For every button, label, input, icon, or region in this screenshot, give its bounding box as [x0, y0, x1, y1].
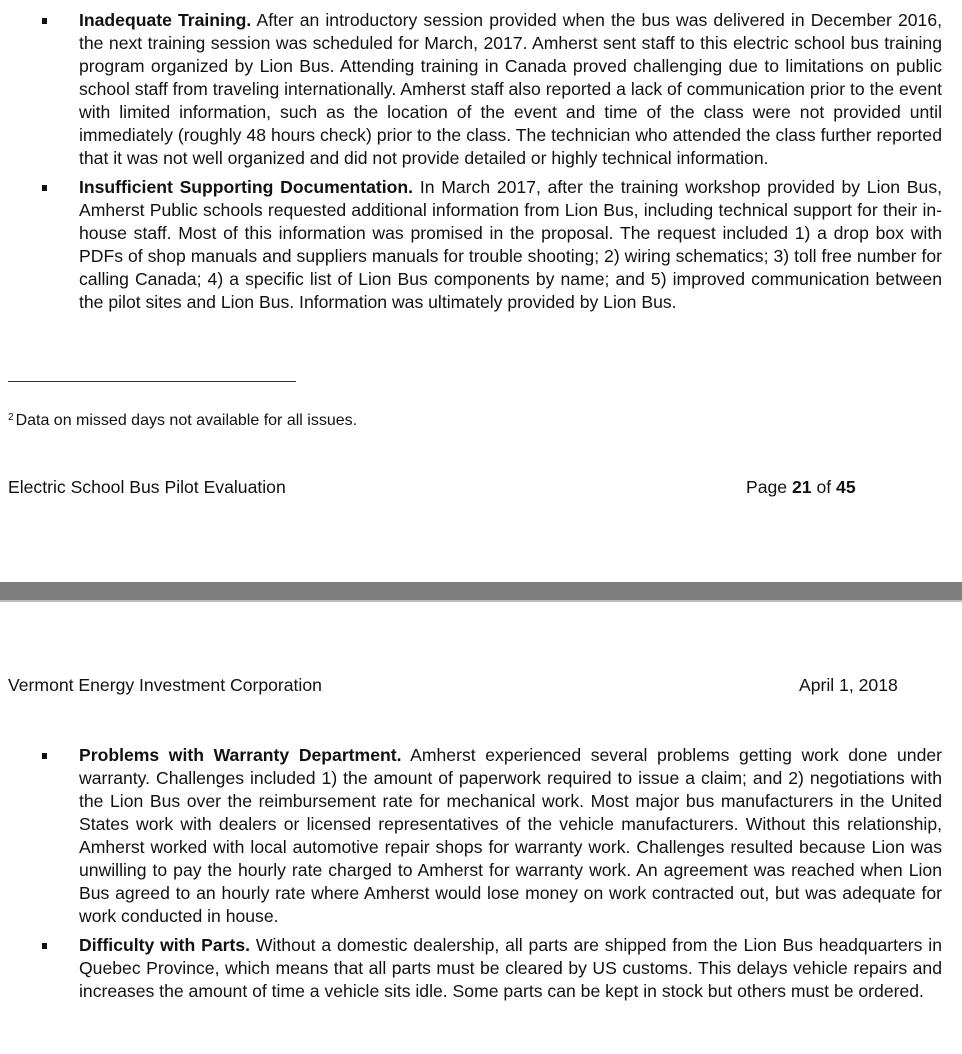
bullet-insufficient-documentation	[0, 176, 962, 314]
page-word: Page	[746, 477, 788, 497]
bottom-bullet-list	[0, 744, 962, 1009]
bullet-parts-difficulty	[0, 934, 962, 1003]
footer-document-title: Electric School Bus Pilot Evaluation	[8, 477, 286, 497]
bullet-text: After an introductory session provided when the bus was delivered in December 2016, the next training session was scheduled for March, 2017. Amherst sent staff to this electric school bus training program organized by Lion Bus. Attending training in Canada proved challenging due to limitations on public school staff from traveling internationally. Amherst staff also reported a lack of communication prior to the event with limited information, such as the location of the event and time of the class were not provided until immediately (roughly 48 hours check) prior to the class. The technician who attended the class further reported that it was not well organized and did not provide detailed or highly technical information.	[79, 10, 943, 168]
header-organization: Vermont Energy Investment Corporation	[8, 675, 322, 695]
header-date: April 1, 2018	[799, 675, 898, 695]
bullet-title: Difficulty with Parts.	[79, 935, 251, 955]
bullet-text: Without a domestic dealership, all parts are shipped from the Lion Bus headquarters in Quebec Province, which means that all parts must be cleared by US customs. This delays vehicle repairs and increases the amount of time a vehicle sits idle. Some parts can be kept in stock but others must be ordered.	[79, 935, 942, 1001]
page-separator-shadow	[0, 600, 962, 602]
page-separator	[0, 582, 962, 600]
footnote-number: 2	[8, 412, 14, 423]
top-bullet-list	[0, 9, 962, 320]
page-total: 45	[836, 477, 856, 497]
square-bullet-icon	[42, 753, 47, 759]
page-current: 21	[791, 477, 812, 497]
bullet-text: Amherst experienced several problems getting work done under warranty. Challenges included 1) the amount of paperwork required to issue a claim; and 2) negotiations with the Lion Bus over the reimbursement rate for mechanical work. Most major bus manufacturers in the United States work with dealers or licensed representatives of the vehicle manufacturers. Without this relationship, Amherst worked with local automotive repair shops for warranty work. Challenges resulted because Lion was unwilling to pay the hourly rate charged to Amherst for warranty work. An agreement was reached when Lion Bus agreed to an hourly rate where Amherst would lose money on work contracted out, but was adequate for work conducted in house.	[79, 745, 942, 926]
bullet-title: Insufficient Supporting Documentation.	[79, 177, 414, 197]
bullet-title: Inadequate Training.	[79, 10, 252, 30]
bullet-text: In March 2017, after the training workshop provided by Lion Bus, Amherst Public schools requested additional information from Lion Bus, including technical support for their in-house staff. Most of this information was promised in the proposal. The request included 1) a drop box with PDFs of shop manuals and suppliers manuals for trouble shooting; 2) wiring schematics; 3) toll free number for calling Canada; 4) a specific list of Lion Bus components by name; and 5) improved communication between the pilot sites and Lion Bus. Information was ultimately provided by Lion Bus.	[79, 177, 942, 312]
bullet-title: Problems with Warranty Department.	[79, 745, 402, 765]
bullet-inadequate-training	[0, 9, 962, 170]
footnote	[8, 410, 357, 432]
square-bullet-icon	[42, 18, 47, 24]
footnote-divider	[8, 381, 296, 382]
page-of: of	[816, 477, 832, 497]
square-bullet-icon	[42, 185, 47, 191]
footer-page-number	[746, 476, 856, 498]
bullet-warranty-problems	[0, 744, 962, 928]
square-bullet-icon	[42, 943, 47, 949]
footnote-text: Data on missed days not available for all issues.	[15, 412, 358, 429]
